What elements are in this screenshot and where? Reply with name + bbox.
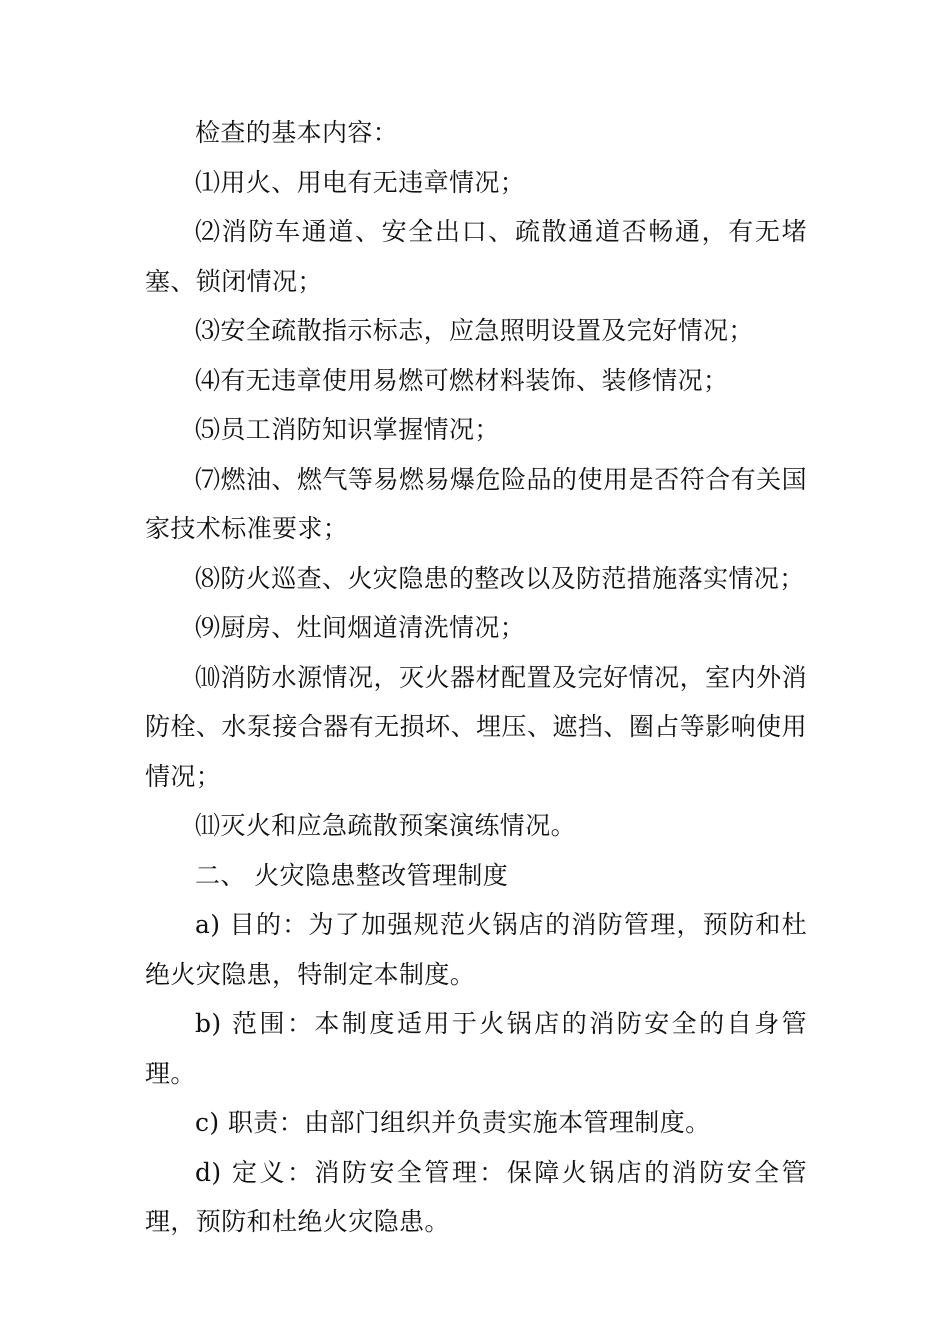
paragraph-item-7: ⑺燃油、燃气等易燃易爆危险品的使用是否符合有关国家技术标准要求；: [145, 464, 807, 543]
document-body: [145, 108, 807, 1247]
paragraph-responsibility: c) 职责：由部门组织并负责实施本管理制度。: [195, 1108, 711, 1137]
paragraph-item-3: ⑶安全疏散指示标志，应急照明设置及完好情况；: [195, 316, 754, 345]
paragraph-item-2: ⑵消防车通道、安全出口、疏散通道否畅通，有无堵塞、锁闭情况；: [145, 217, 807, 296]
paragraph-purpose: a) 目的：为了加强规范火锅店的消防管理，预防和杜绝火灾隐患，特制定本制度。: [145, 910, 807, 989]
paragraph-item-9: ⑼厨房、灶间烟道清洗情况；: [195, 613, 526, 642]
paragraph-scope: b) 范围：本制度适用于火锅店的消防安全的自身管理。: [145, 1009, 807, 1088]
paragraph-item-11: ⑾灭火和应急疏散预案演练情况。: [195, 811, 577, 840]
paragraph-check-contents-heading: 检查的基本内容：: [195, 118, 399, 147]
paragraph-item-10: ⑽消防水源情况，灭火器材配置及完好情况，室内外消防栓、水泵接合器有无损坏、埋压、遮挡、圈占等影响使用情况；: [145, 662, 807, 791]
paragraph-item-1: ⑴用火、用电有无违章情况；: [195, 167, 526, 197]
paragraph-item-8: ⑻防火巡查、火灾隐患的整改以及防范措施落实情况；: [195, 563, 805, 593]
paragraph-item-4: ⑷有无违章使用易燃可燃材料装饰、装修情况；: [195, 365, 729, 395]
paragraph-item-5: ⑸员工消防知识掌握情况；: [195, 415, 500, 444]
section-heading-hazard-rectification: 二、 火灾隐患整改管理制度: [195, 860, 509, 890]
paragraph-definition: d) 定义：消防安全管理：保障火锅店的消防安全管理，预防和杜绝火灾隐患。: [145, 1157, 807, 1236]
